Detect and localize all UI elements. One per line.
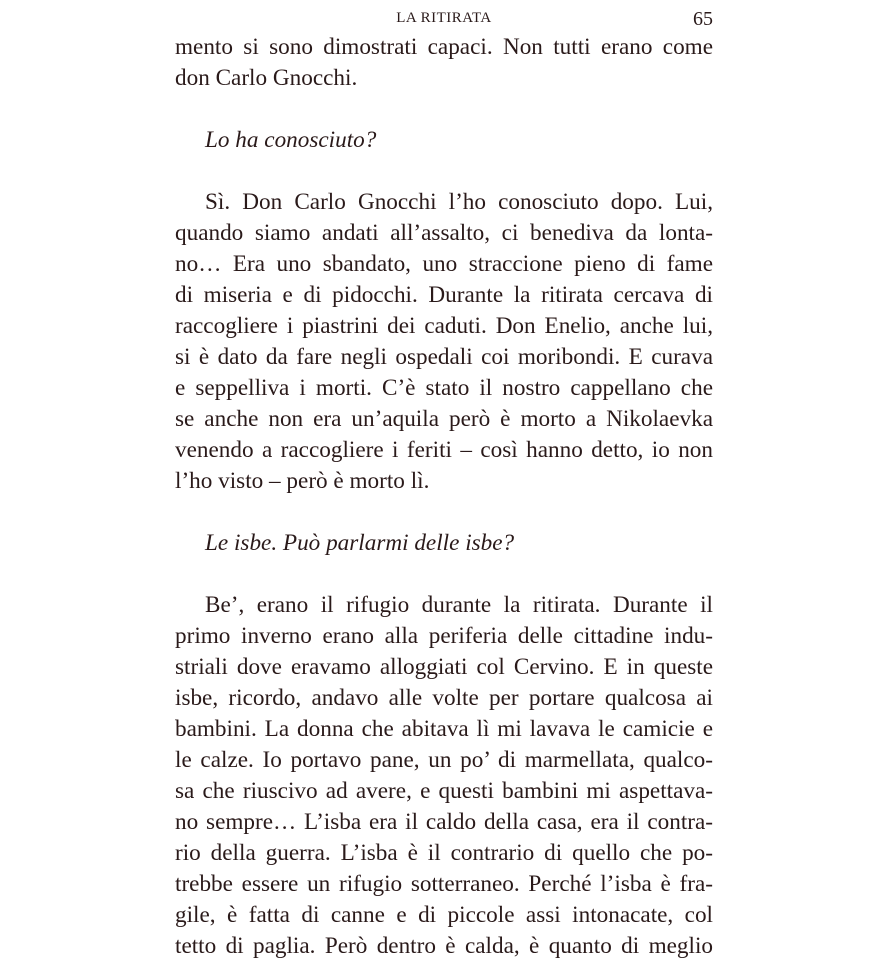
body-text [175,32,713,962]
text-line: quando siamo andati all’assalto, ci benediva da lonta- [175,220,713,246]
running-title: LA RITIRATA [396,10,492,26]
text-line: no… Era uno sbandato, uno straccione pieno di fame [175,251,713,277]
text-line: e seppelliva i morti. C’è stato il nostro cappellano che [175,375,713,401]
text-line: no sempre… L’isba era il caldo della casa, era il contra- [175,809,713,835]
interview-question: Le isbe. Può parlarmi delle isbe? [205,530,515,556]
interview-question: Lo ha conosciuto? [205,127,377,153]
text-line: tetto di paglia. Però dentro è calda, è quanto di meglio [175,933,713,959]
text-line: don Carlo Gnocchi. [175,65,358,91]
text-line: le calze. Io portavo pane, un po’ di marmellata, qualco- [175,747,713,773]
text-line: striali dove eravamo alloggiati col Cervino. E in queste [175,654,713,680]
running-head [175,8,713,30]
text-line: trebbe essere un rifugio sotterraneo. Perché l’isba è fra- [175,871,713,897]
text-line: Sì. Don Carlo Gnocchi l’ho conosciuto dopo. Lui, [205,189,713,215]
page-number: 65 [693,8,713,30]
text-line: gile, è fatta di canne e di piccole assi intonacate, col [175,902,713,928]
text-line: primo inverno erano alla periferia delle cittadine indu- [175,623,713,649]
text-line: sa che riuscivo ad avere, e questi bambini mi aspettava- [175,778,713,804]
text-line: di miseria e di pidocchi. Durante la ritirata cercava di [175,282,713,308]
text-line: mento si sono dimostrati capaci. Non tutti erano come [175,34,713,60]
text-line: bambini. La donna che abitava lì mi lavava le camicie e [175,716,713,742]
text-line: rio della guerra. L’isba è il contrario di quello che po- [175,840,713,866]
text-line: isbe, ricordo, andavo alle volte per portare qualcosa ai [175,685,713,711]
text-line: l’ho visto – però è morto lì. [175,468,430,494]
text-line: raccogliere i piastrini dei caduti. Don Enelio, anche lui, [175,313,713,339]
text-line: venendo a raccogliere i feriti – così hanno detto, io non [175,437,713,463]
text-line: Be’, erano il rifugio durante la ritirata. Durante il [205,592,713,618]
text-line: si è dato da fare negli ospedali coi moribondi. E curava [175,344,713,370]
text-line: se anche non era un’aquila però è morto a Nikolaevka [175,406,713,432]
